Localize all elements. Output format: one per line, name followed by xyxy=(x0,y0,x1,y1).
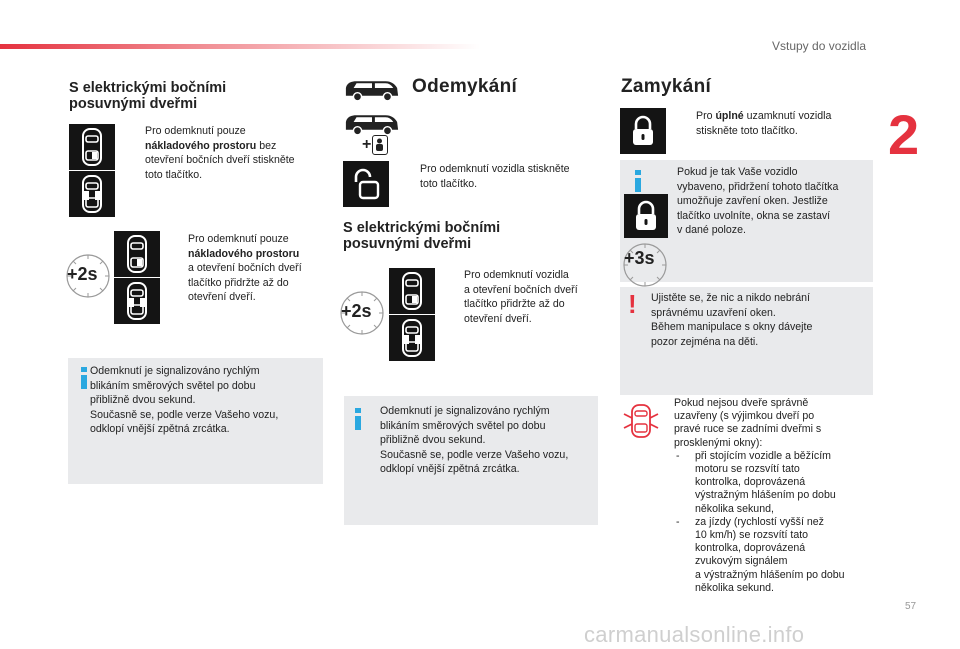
side-unlock-key-alt xyxy=(389,315,435,361)
lock-key-hold xyxy=(624,194,668,238)
right-info-text: Pokud je tak Vaše vozidlo vybaveno, přidržení tohoto tlačítka umožňuje zavření oken. Jestliže tlačítko uvolníte, okna se zastaví v dané poloze. xyxy=(677,166,839,236)
unlocking-title: Odemykání xyxy=(412,76,518,97)
cargo-unlock-key-alt xyxy=(69,171,115,217)
left-info-text: Odemknutí je signalizováno rychlým blikáním směrových světel po dobu přibližně dvou sekund. Současně se, podle verze Vašeho vozu, odklopí vnější zpětná zrcátka. xyxy=(90,365,279,435)
door-open-warning-icon xyxy=(622,402,660,440)
left-item1: Pro odemknutí pouze nákladového prostoru bez otevření bočních dveří stiskněte toto tlačítko. xyxy=(145,125,295,181)
unlock-key xyxy=(343,161,389,207)
car-side-door-icon xyxy=(400,318,424,358)
lock-closed-icon xyxy=(631,199,661,233)
chapter-number: 2 xyxy=(888,103,920,166)
middle-info-text: Odemknutí je signalizováno rychlým blikáním směrových světel po dobu přibližně dvou sekund. Současně se, podle verze Vašeho vozu, odklopí vnější zpětná zrcátka. xyxy=(380,405,569,475)
middle-item1: Pro odemknutí vozidla stiskněte toto tlačítko. xyxy=(420,163,570,190)
left-timer: +2s xyxy=(63,251,113,301)
info-icon xyxy=(354,408,362,430)
info-icon xyxy=(634,170,642,192)
door-warning-item1: - při stojícím vozidle a běžícím motoru se rozsvítí tato kontrolka, doprovázená výstražným hlášením po dobu několika sekund, xyxy=(676,449,836,515)
car-side-door-icon xyxy=(125,281,149,321)
right-info-box xyxy=(620,160,873,282)
middle-timer: +2s xyxy=(337,288,387,338)
left-item2: Pro odemknutí pouze nákladového prostoru a otevření bočních dveří tlačítko přidržte až do otevření dveří. xyxy=(188,233,302,303)
header-accent-bar xyxy=(0,44,480,49)
side-unlock-key xyxy=(389,268,435,314)
page-number: 57 xyxy=(905,601,917,612)
right-warning-box xyxy=(620,287,873,395)
right-warning-text: Ujistěte se, že nic a nikdo nebrání správnému uzavření oken. Během manipulace s okny dávejte pozor zejména na děti. xyxy=(651,292,813,348)
section-title: Vstupy do vozidla xyxy=(772,39,867,53)
van-icon xyxy=(343,76,401,102)
plus-label: + xyxy=(362,136,372,153)
cargo-unlock-key xyxy=(69,124,115,170)
locking-title: Zamykání xyxy=(621,76,712,97)
warning-icon: ! xyxy=(628,289,637,319)
lock-open-icon xyxy=(351,167,381,201)
cargo-side-unlock-key-alt xyxy=(114,278,160,324)
car-side-door-icon xyxy=(80,174,104,214)
middle-info-box xyxy=(344,396,598,525)
van-side-door-icon xyxy=(343,110,401,136)
right-item1: Pro úplné uzamknutí vozidla stiskněte toto tlačítko. xyxy=(696,110,832,137)
sliding-door-icon xyxy=(372,135,388,155)
door-warning-text: Pokud nejsou dveře správně uzavřeny (s výjimkou dveří po pravé ruce se zadními dveřmi s prosklenými okny): - při stojícím vozidle a běžícím motoru se rozsvítí tato kontrolka, doprovázená výstražným hlášením po dobu několika sekund, - za jízdy (rychlostí vyšší než 10 km/h) se rozsvítí tato kontrolka, doprovázená zvukovým signálem a výstražným hlášením po dobu několika sekund. xyxy=(674,397,874,595)
car-rear-door-icon xyxy=(125,234,149,274)
middle-item2: Pro odemknutí vozidla a otevření bočních dveří tlačítko přidržte až do otevření dveří. xyxy=(464,269,578,325)
car-rear-door-icon xyxy=(80,127,104,167)
info-icon xyxy=(80,367,88,389)
person-icon xyxy=(373,136,386,153)
watermark: carmanualsonline.info xyxy=(584,622,805,647)
left-section-title: S elektrickými bočními posuvnými dveřmi xyxy=(69,80,227,112)
car-rear-door-icon xyxy=(400,271,424,311)
right-timer: +3s xyxy=(620,240,670,290)
cargo-side-unlock-key xyxy=(114,231,160,277)
left-info-box xyxy=(68,358,323,484)
lock-key xyxy=(620,108,666,154)
middle-section-title: S elektrickými bočními posuvnými dveřmi xyxy=(343,220,501,252)
door-warning-item2: - za jízdy (rychlostí vyšší než 10 km/h) se rozsvítí tato kontrolka, doprovázená zvukovým signálem a výstražným hlášením po dobu několika sekund. xyxy=(676,515,845,594)
lock-closed-icon xyxy=(628,114,658,148)
